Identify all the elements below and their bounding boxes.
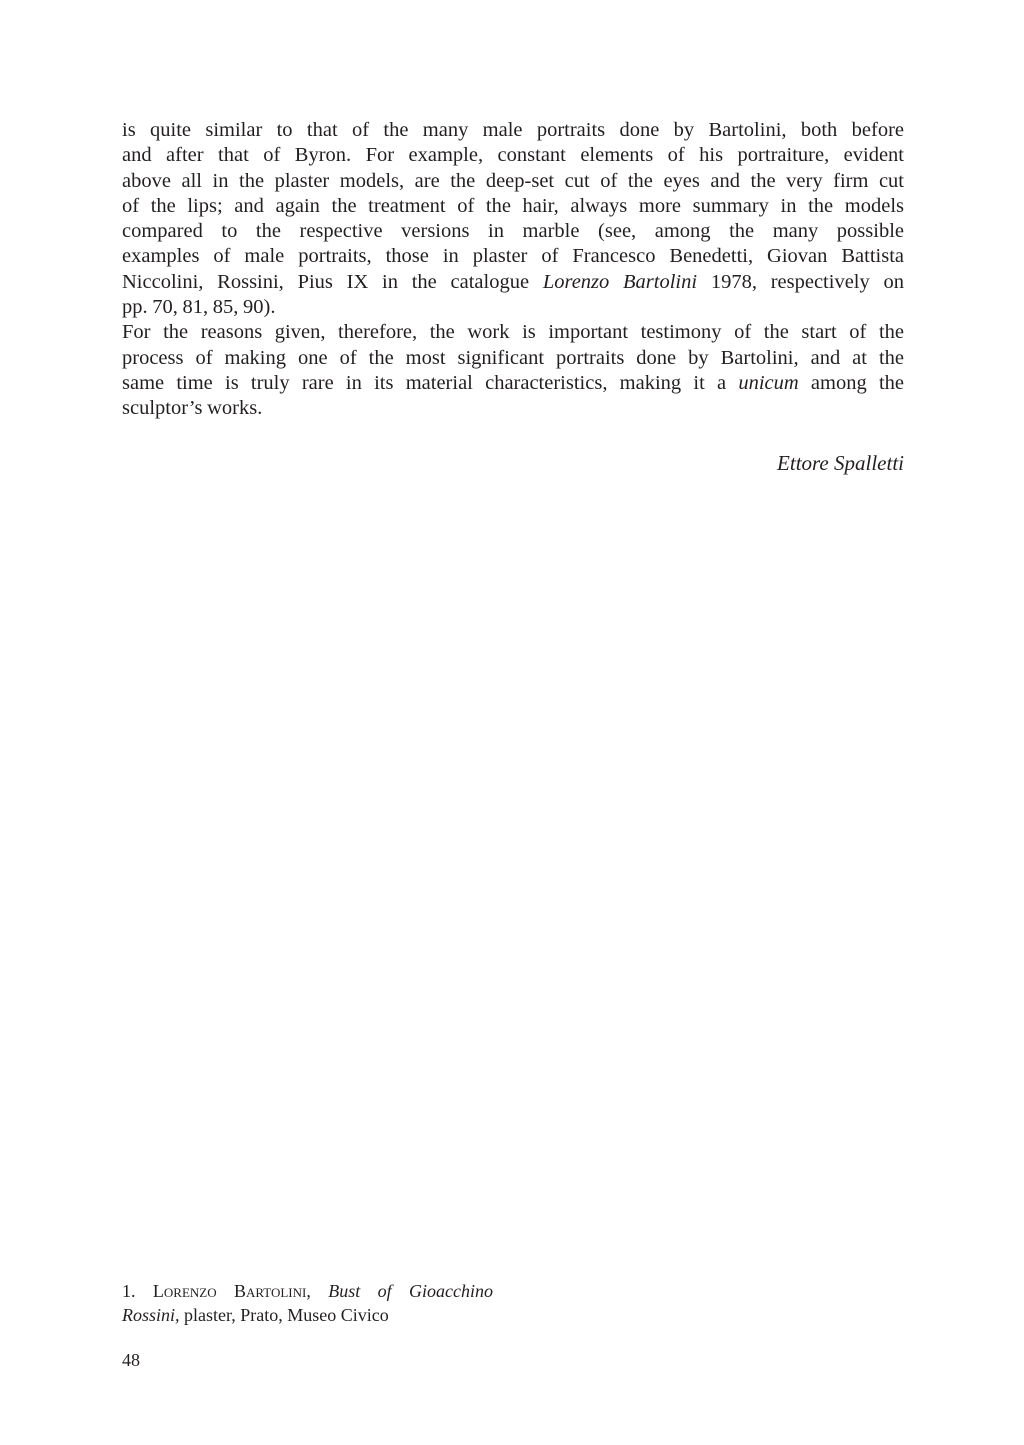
text-line bbox=[122, 118, 904, 143]
text-line bbox=[122, 346, 904, 371]
author-signature: Ettore Spalletti bbox=[777, 451, 904, 475]
text-span: above all in the plaster models, are the deep-set cut of the eyes and the very firm cut bbox=[122, 169, 904, 192]
page-number: 48 bbox=[122, 1350, 140, 1370]
text-span: pp. 70, 81, 85, 90). bbox=[122, 296, 276, 319]
text-span: For the reasons given, therefore, the work is important testimony of the start of the bbox=[122, 321, 904, 344]
caption-line bbox=[122, 1303, 493, 1327]
text-span: 1978, respectively on bbox=[697, 270, 904, 293]
caption-number: 1. bbox=[122, 1281, 153, 1301]
text-line bbox=[122, 244, 904, 269]
text-line bbox=[122, 194, 904, 219]
text-span: compared to the respective versions in marble (see, among the many possible bbox=[122, 220, 904, 243]
text-line bbox=[122, 143, 904, 168]
text-span: same time is truly rare in its material characteristics, making it a bbox=[122, 371, 739, 394]
text-span: examples of male portraits, those in plaster of Francesco Benedetti, Giovan Battista bbox=[122, 245, 904, 268]
text-span: and after that of Byron. For example, constant elements of his portraiture, evident bbox=[122, 144, 904, 167]
figure-caption bbox=[122, 1279, 493, 1327]
caption-sep: , bbox=[306, 1281, 329, 1301]
text-line bbox=[122, 295, 904, 320]
text-line bbox=[122, 169, 904, 194]
text-line bbox=[122, 320, 904, 345]
text-line bbox=[122, 270, 904, 295]
text-line bbox=[122, 219, 904, 244]
text-span: sculptor’s works. bbox=[122, 397, 263, 420]
text-span: Niccolini, Rossini, Pius IX in the catalogue bbox=[122, 270, 543, 293]
caption-title: Rossini, bbox=[122, 1305, 180, 1325]
caption-line bbox=[122, 1279, 493, 1303]
text-span: process of making one of the most significant portraits done by Bartolini, and at the bbox=[122, 346, 904, 369]
text-line bbox=[122, 371, 904, 396]
text-span: is quite similar to that of the many male portraits done by Bartolini, both before bbox=[122, 119, 904, 141]
text-span: of the lips; and again the treatment of the hair, always more summary in the models bbox=[122, 194, 904, 217]
text-span: among the bbox=[798, 371, 904, 394]
caption-artist: Lorenzo Bartolini bbox=[152, 1281, 307, 1301]
text-line bbox=[122, 396, 904, 421]
caption-details: plaster, Prato, Museo Civico bbox=[179, 1305, 389, 1325]
italic-title: Lorenzo Bartolini bbox=[542, 270, 698, 293]
caption-title: Bust of Gioacchino bbox=[328, 1281, 494, 1301]
italic-term: unicum bbox=[738, 371, 799, 394]
body-text bbox=[122, 118, 904, 422]
